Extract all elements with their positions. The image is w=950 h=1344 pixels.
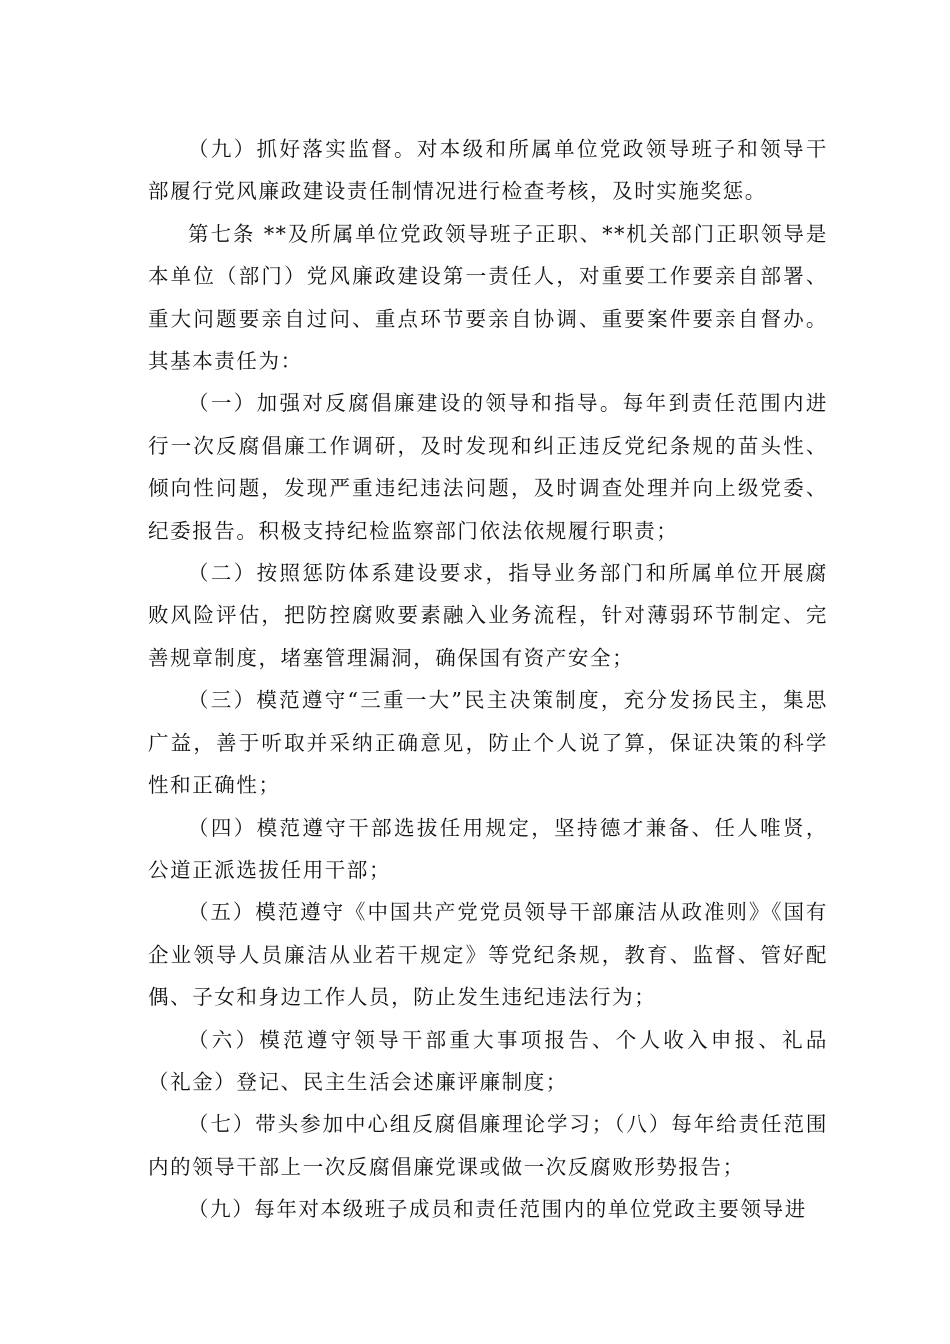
paragraph-item-six: （六）模范遵守领导干部重大事项报告、个人收入申报、礼品（礼金）登记、民主生活会述廉评廉制度； — [148, 1027, 828, 1094]
paragraph-item-three: （三）模范遵守“三重一大”民主决策制度，充分发扬民主，集思广益，善于听取并采纳正确意见，防止个人说了算，保证决策的科学性和正确性； — [148, 688, 828, 798]
paragraph-article-seven: 第七条 **及所属单位党政领导班子正职、**机关部门正职领导是本单位（部门）党风廉政建设第一责任人，对重要工作要亲自部署、重大问题要亲自过问、重点环节要亲自协调、重要案件要亲自督办。其基本责任为： — [148, 221, 828, 374]
paragraph-item-two: （二）按照惩防体系建设要求，指导业务部门和所属单位开展腐败风险评估，把防控腐败要素融入业务流程，针对薄弱环节制定、完善规章制度，堵塞管理漏洞，确保国有资产安全； — [148, 561, 828, 670]
paragraph-item-seven-eight: （七）带头参加中心组反腐倡廉理论学习；（八）每年给责任范围内的领导干部上一次反腐倡廉党课或做一次反腐败形势报告； — [148, 1112, 828, 1179]
document-page — [148, 128, 828, 1231]
paragraph-item-four: （四）模范遵守干部选拔任用规定，坚持德才兼备、任人唯贤，公道正派选拔任用干部； — [148, 815, 828, 882]
paragraph-supervision: （九）抓好落实监督。对本级和所属单位党政领导班子和领导干部履行党风廉政建设责任制情况进行检查考核，及时实施奖惩。 — [148, 137, 828, 204]
paragraph-item-nine: （九）每年对本级班子成员和责任范围内的单位党政主要领导进 — [188, 1197, 807, 1222]
paragraph-item-one: （一）加强对反腐倡廉建设的领导和指导。每年到责任范围内进行一次反腐倡廉工作调研，及时发现和纠正违反党纪条规的苗头性、倾向性问题，发现严重违纪违法问题，及时调查处理并向上级党委、纪委报告。积极支持纪检监察部门依法依规履行职责； — [148, 391, 828, 543]
paragraph-item-five: （五）模范遵守《中国共产党党员领导干部廉洁从政准则》《国有企业领导人员廉洁从业若干规定》等党纪条规，教育、监督、管好配偶、子女和身边工作人员，防止发生违纪违法行为； — [148, 900, 828, 1010]
